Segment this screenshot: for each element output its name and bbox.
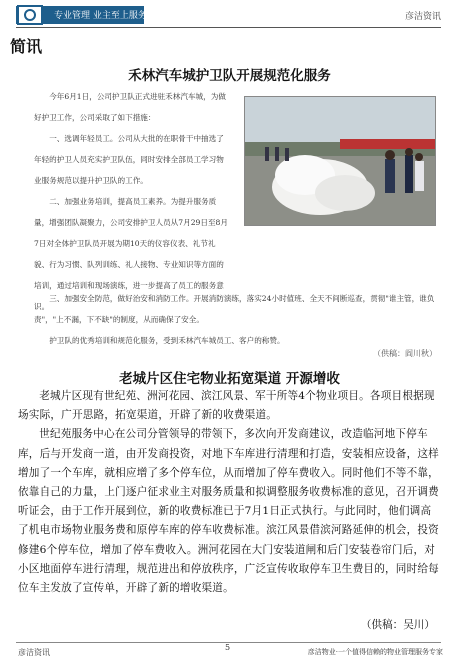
article1-title: 禾林汽车城护卫队开展规范化服务 xyxy=(128,68,331,84)
footer-slogan: 彦洁物业·一个值得信赖的物业管理服务专家 xyxy=(307,648,443,656)
article1-paragraph: 一、选调年轻员工。公司从大批的在职骨干中抽选了年轻的护卫人员充实护卫队伍，同时安排全部员工学习物业服务规范以提升护卫队的工作。 xyxy=(34,134,224,185)
header-divider xyxy=(16,27,441,28)
article2-paragraph: 世纪苑服务中心在公司分管领导的带领下，多次向开发商建议，改造临河地下停车库，后与开发商一道，由开发商投资，对地下车库进行清理和打造，安装相应设备，这样增加了一个车库，就相应增了多个停车位，从而增加了停车费收入。同时他们不等不靠，依靠自己的力量，上门逐户征求业主对服务质量和拟调整服务收费标准的意见，召开调费听证会，由于工作开展到位，新的收费标准已于7月1日正式执行。与此同时，他们调高了机电市场物业服务费和原停车库的停车收费标准。滨江风景借滨河路延伸的机会，投资修建6个停车位，增加了停车费收入。洲河花园在大门安装道闸和后门安装卷帘门后，对小区地面停车进行清理，规范进出和停放秩序，广泛宣传收取停车卫生费目的，同时给每位车主发放了宣传单，开辟了新的增收渠道。 xyxy=(18,428,439,595)
article2-paragraph: 老城片区现有世纪苑、洲河花园、滨江风景、军干所等4个物业项目。各项目根据现场实际，广开思路，拓宽渠道，开辟了新的收费渠道。 xyxy=(18,390,435,422)
article1-paragraph: 护卫队的优秀培训和规范化服务，受到禾林汽车城员工、客户的称赞。 xyxy=(49,336,285,345)
article2-body xyxy=(18,387,442,598)
header-slogan: 专业管理 业主至上服务 xyxy=(54,11,147,21)
company-logo xyxy=(17,5,43,25)
article1-paragraph: 今年6月1日，公司护卫队正式进驻禾林汽车城，为做好护卫工作，公司采取了如下措施： xyxy=(34,92,226,122)
fire-drill-photo xyxy=(244,96,436,226)
article1-body-continued xyxy=(34,288,439,351)
header-publication-name: 彦洁资讯 xyxy=(404,12,441,22)
section-title: 简讯 xyxy=(10,37,43,56)
article2-credit: （供稿：吴川） xyxy=(360,619,435,631)
article1-paragraph: 二、加强业务培训，提高员工素养。为提升服务质量，增强团队凝聚力，公司安排护卫人员从7月29日至8月7日对全体护卫队员开展为期10天的仪容仪表、礼节礼貌、行为习惯、队列训练、礼人接物、专业知识等方面的培训，通过培训和现场演练，进一步提高了员工的服务意识。 xyxy=(34,197,228,311)
article1-body xyxy=(34,86,229,317)
page-number: 5 xyxy=(225,643,231,652)
article2-title: 老城片区住宅物业拓宽渠道 开源增收 xyxy=(119,371,340,387)
photo-illustration xyxy=(245,97,435,225)
page-header xyxy=(0,0,459,30)
article1-credit: （供稿：阎川秋） xyxy=(373,349,437,358)
article1-paragraph: 三、加强安全防范，做好治安和消防工作。开展消防演练，落实24小时值班、全天不间断巡查，贯彻"谁主管，谁负责"，"上不漏，下不缺"的制度，从而确保了安全。 xyxy=(34,294,435,324)
footer-publication-name: 彦洁资讯 xyxy=(18,648,50,657)
